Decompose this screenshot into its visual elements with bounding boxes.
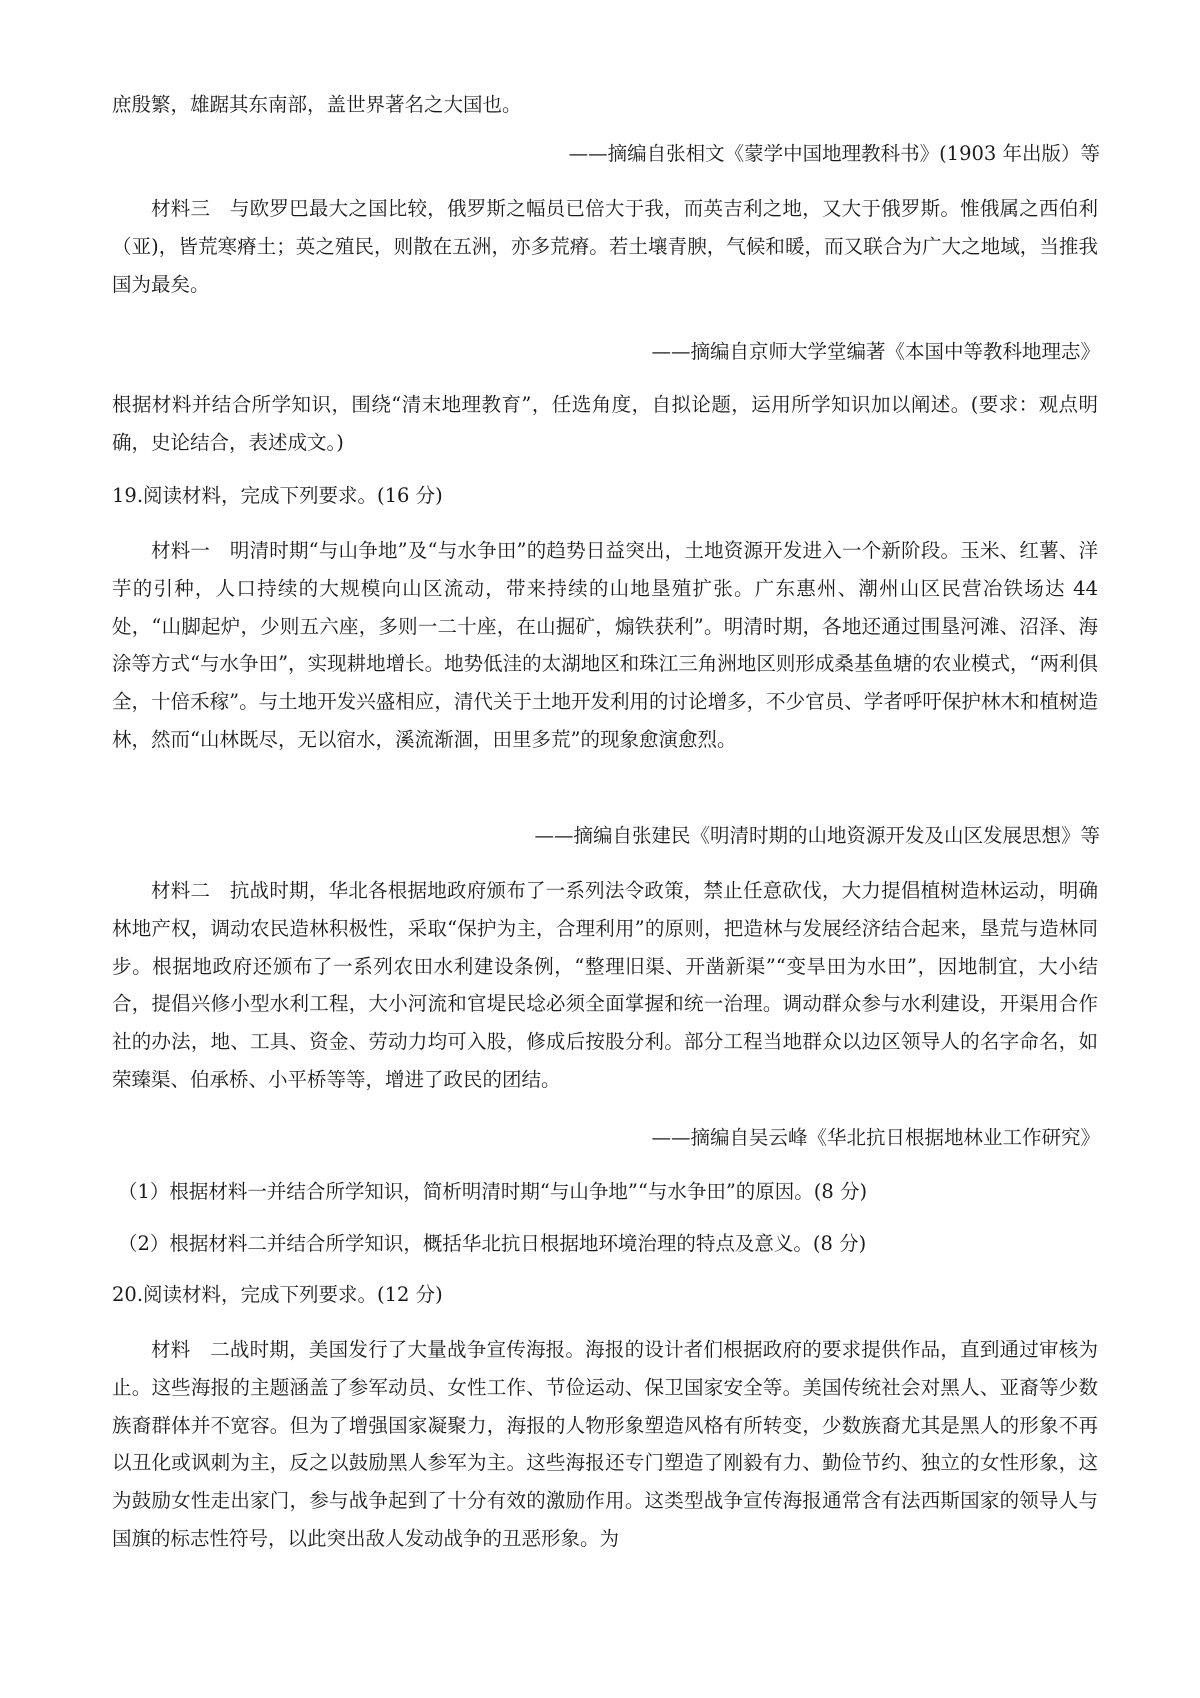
paragraph-continuation: 庶殷繁，雄踞其东南部，盖世界著名之大国也。 bbox=[112, 93, 522, 116]
question-19-part-1: （1）根据材料一并结合所学知识，简析明清时期“与山争地”“与水争田”的原因。(8 分) bbox=[118, 1180, 868, 1203]
question-19-material-one: 材料一 明清时期“与山争地”及“与水争田”的趋势日益突出，土地资源开发进入一个新阶段。玉米、红薯、洋芋的引种，人口持续的大规模向山区流动，带来持续的山地垦殖扩张。广东惠州、潮州山区民营冶铁场达 44 处，“山脚起炉，少则五六座，多则一二十座，在山掘矿，煽铁获利”。明清时期，各地还通过围垦河滩、沼泽、海涂等方式“与水争田”，实现耕地增长。地势低洼的太湖地区和珠江三角洲地区则形成桑基鱼塘的农业模式，“两利俱全，十倍禾稼”。与土地开发兴盛相应，清代关于土地开发利用的讨论增多，不少官员、学者呼吁保护林木和植树造林，然而“山林既尽，无以宿水，溪流渐涸，田里多荒”的现象愈演愈烈。 bbox=[112, 539, 1098, 751]
question-18-requirement: 根据材料并结合所学知识，围绕“清末地理教育”，任选角度，自拟论题，运用所学知识加以阐述。(要求：观点明确，史论结合，表述成文。) bbox=[112, 393, 1098, 454]
source-citation: ——摘编自张相文《蒙学中国地理教科书》(1903 年出版）等 bbox=[568, 142, 1100, 165]
question-19-material-two: 材料二 抗战时期，华北各根据地政府颁布了一系列法令政策，禁止任意砍伐，大力提倡植树造林运动，明确林地产权，调动农民造林积极性，采取“保护为主，合理利用”的原则，把造林与发展经济结合起来，垦荒与造林同步。根据地政府还颁布了一系列农田水利建设条例，“整理旧渠、开凿新渠”“变旱田为水田”，因地制宜，大小结合，提倡兴修小型水利工程，大小河流和官堤民埝必须全面掌握和统一治理。调动群众参与水利建设，开渠用合作社的办法，地、工具、资金、劳动力均可入股，修成后按股分利。部分工程当地群众以边区领导人的名字命名，如荣臻渠、伯承桥、小平桥等等，增进了政民的团结。 bbox=[112, 879, 1098, 1091]
material-three: 材料三 与欧罗巴最大之国比较，俄罗斯之幅员已倍大于我，而英吉利之地，又大于俄罗斯。惟俄属之西伯利（亚)，皆荒寒瘠土；英之殖民，则散在五洲，亦多荒瘠。若土壤青腴，气候和暖，而又联合为广大之地域，当推我国为最矣。 bbox=[112, 197, 1098, 296]
question-20-material: 材料 二战时期，美国发行了大量战争宣传海报。海报的设计者们根据政府的要求提供作品，直到通过审核为止。这些海报的主题涵盖了参军动员、女性工作、节俭运动、保卫国家安全等。美国传统社会对黑人、亚裔等少数族裔群体并不宽容。但为了增强国家凝聚力，海报的人物形象塑造风格有所转变，少数族裔尤其是黑人的形象不再以丑化或讽刺为主，反之以鼓励黑人参军为主。这些海报还专门塑造了刚毅有力、勤俭节约、独立的女性形象，这为鼓励女性走出家门，参与战争起到了十分有效的激励作用。这类型战争宣传海报通常含有法西斯国家的领导人与国旗的标志性符号，以此突出敌人发动战争的丑恶形象。为 bbox=[112, 1338, 1098, 1550]
question-19-part-2: （2）根据材料二并结合所学知识，概括华北抗日根据地环境治理的特点及意义。(8 分) bbox=[118, 1232, 867, 1255]
question-20-heading: 20.阅读材料，完成下列要求。(12 分) bbox=[112, 1283, 443, 1306]
source-citation: ——摘编自京师大学堂编著《本国中等教科地理志》 bbox=[651, 340, 1100, 363]
source-citation: ——摘编自张建民《明清时期的山地资源开发及山区发展思想》等 bbox=[534, 824, 1100, 847]
question-19-heading: 19.阅读材料，完成下列要求。(16 分) bbox=[112, 484, 443, 507]
source-citation: ——摘编自吴云峰《华北抗日根据地林业工作研究》 bbox=[651, 1126, 1100, 1149]
